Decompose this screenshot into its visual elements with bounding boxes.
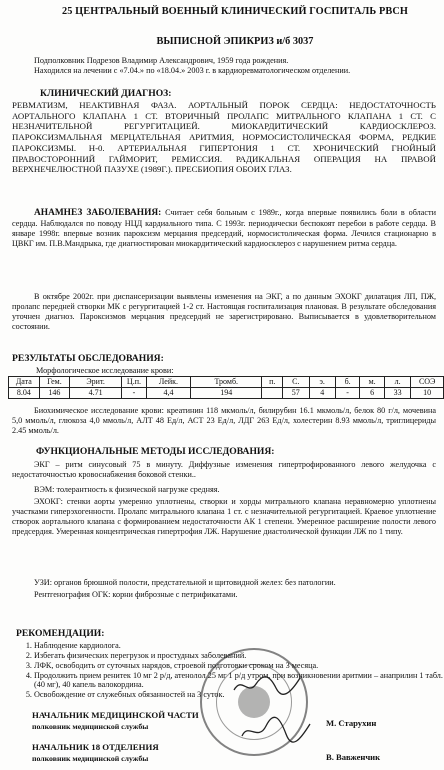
echo-text: ЭХОКГ: стенки аорты умеренно уплотнены, створки и хорды митрального клапана неравномерно уплотнены участками гиперэхогенности. Пролапс митрального клапана 1 ст. с незначительной регургитацией. Краевое уплотнение створок аортального клапана с формированием недостаточности АК 1 степени. Умеренное расширение полости левого предсердия. Умеренная концентрическая гипертрофия ЛЖ. Нарушение диастолической функции ЛЖ по 1 типу.	[12, 497, 436, 536]
blood-caption: Морфологическое исследование крови:	[36, 366, 174, 375]
biochemistry-text: Биохимическое исследование крови: креатинин 118 мкмоль/л, билирубин 16.1 мкмоль/л, белок 80 г/л, мочевина 5,0 ммоль/л, глюкоза 4,0 ммоль/л, АЛТ 48 Ед/л, АСТ 23 Ед/л, ЛДГ 263 Ед/л, холестерин 8.93 ммоль/л, триглицериды 2.45 ммоль/л.	[12, 406, 436, 435]
anamnesis-section	[12, 208, 436, 249]
document-title: ВЫПИСНОЙ ЭПИКРИЗ и/б 3037	[156, 36, 314, 47]
table-cell: 57	[283, 388, 309, 399]
header-cell: С.	[283, 377, 309, 388]
results-heading: РЕЗУЛЬТАТЫ ОБСЛЕДОВАНИЯ:	[12, 353, 164, 364]
header-cell: л.	[384, 377, 410, 388]
blood-table	[8, 376, 444, 399]
header-cell: Тромб.	[191, 377, 262, 388]
chief-dept-name: В. Вавженчик	[326, 752, 381, 762]
table-cell: 6	[360, 388, 385, 399]
header-cell: СОЭ	[411, 377, 444, 388]
patient-line: Подполковник Подрезов Владимир Александрович, 1959 года рождения.	[34, 56, 289, 65]
header-cell: Ц.п.	[122, 377, 147, 388]
table-cell: 33	[384, 388, 410, 399]
table-cell: -	[122, 388, 147, 399]
chief-dept-rank: полковник медицинской службы	[32, 754, 149, 763]
header-cell: э.	[309, 377, 335, 388]
list-item: 5. Освобождение от служебных обязанностей на 3 суток.	[34, 690, 444, 700]
table-cell: 4.71	[70, 388, 122, 399]
uzi-result	[12, 578, 436, 588]
table-cell: 4	[309, 388, 335, 399]
echo-result	[12, 497, 436, 536]
table-cell: -	[335, 388, 359, 399]
anamnesis-paragraph-2	[12, 292, 436, 331]
biochemistry	[12, 406, 436, 436]
chief-medical-rank: полковник медицинской службы	[32, 722, 149, 731]
diagnosis-text: РЕВМАТИЗМ, НЕАКТИВНАЯ ФАЗА. АОРТАЛЬНЫЙ ПОРОК СЕРДЦА: НЕДОСТАТОЧНОСТЬ АОРТАЛЬНОГО КЛАПАНА 1 СТ. ВТОРИЧНЫЙ ПРОЛАПС МИТРАЛЬНОГО КЛАПАНА 1 СТ. С НЕЗНАЧИТЕЛЬНОЙ РЕГУРГИТАЦИЕЙ. МИОКАРДИТИЧЕСКИЙ КАРДИОСКЛЕРОЗ. ПАРОКСИЗМАЛЬНАЯ МЕРЦАТЕЛЬНАЯ АРИТМИЯ, НОРМОСИСТОЛИЧЕСКАЯ ФОРМА, РЕДКИЕ ПАРОКСИЗМЫ. Н-0. АРТЕРИАЛЬНАЯ ГИПЕРТОНИЯ 1 СТ. ХРОНИЧЕСКИЙ ГНОЙНЫЙ ПРАВОСТОРОННИЙ ГАЙМОРИТ, РЕМИССИЯ. РАДИКАЛЬНАЯ ОПЕРАЦИЯ НА ПРАВОЙ ВЕРХНЕЧЕЛЮСТНОЙ ПАЗУХЕ (1989Г.). ПРЕСБИОПИЯ ОБОИХ ГЛАЗ.	[12, 100, 436, 175]
uzi-text: УЗИ: органов брюшной полости, предстательной и щитовидной желез: без патологии.	[34, 578, 336, 587]
patient-intro	[12, 56, 436, 76]
list-item: 1. Наблюдение кардиолога.	[34, 641, 444, 651]
header-cell: Эрит.	[70, 377, 122, 388]
header-cell: Гем.	[39, 377, 70, 388]
header-cell: м.	[360, 377, 385, 388]
ecg-result	[12, 460, 436, 480]
anamnesis-paragraph-2-text: В октябре 2002г. при диспансеризации выявлены изменения на ЭКГ, а по данным ЭХОКГ дилатация ЛП, ПЖ, пролапс передней створки МК с регургитацией 1-2 ст. Настоящая госпитализация плановая. В результате обследования уточнен диагноз. Пароксизмов мерцания предсердий не зарегистрировано. Выписывается в удовлетворительном состоянии.	[12, 292, 436, 331]
table-cell: 146	[39, 388, 70, 399]
anamnesis-paragraph-1: Считает себя больным с 1989г., когда впервые появились боли в области сердца. Наблюдался по поводу НЦД кардиального типа. С 1993г. периодически беспокоят перебои в работе сердца. В январе 1998г. впервые возник пароксизм мерцания предсердий, нормосистолическая форма. Лечился стационарно в ЦВКГ им. П.В.Мандрыка, где диагностирован миокардитический кардиосклероз с нарушением ритма сердца.	[12, 208, 436, 248]
chief-dept-title: НАЧАЛЬНИК 18 ОТДЕЛЕНИЯ	[32, 742, 159, 752]
chief-medical-name: М. Старухин	[326, 718, 377, 728]
functional-heading: ФУНКЦИОНАЛЬНЫЕ МЕТОДЫ ИССЛЕДОВАНИЯ:	[36, 446, 275, 457]
chief-medical-title: НАЧАЛЬНИК МЕДИЦИНСКОЙ ЧАСТИ	[32, 710, 199, 720]
table-cell: 8.04	[9, 388, 40, 399]
vem-text: ВЭМ: толерантность к физической нагрузке средняя.	[34, 485, 220, 494]
header-cell: Лейк.	[146, 377, 190, 388]
blood-table-header-row	[9, 377, 444, 388]
table-cell: 4,4	[146, 388, 190, 399]
header-cell: Дата	[9, 377, 40, 388]
list-item: 2. Избегать физических перегрузок и простудных заболеваний.	[34, 651, 444, 661]
diagnosis-heading: КЛИНИЧЕСКИЙ ДИАГНОЗ:	[40, 88, 172, 99]
treatment-period: Находился на лечении с «7.04.» по «18.04.» 2003 г. в кардиоревматологическом отделении.	[34, 65, 351, 75]
header-cell: п.	[262, 377, 283, 388]
table-cell: 10	[411, 388, 444, 399]
vem-result	[12, 485, 436, 495]
recommendations-heading: РЕКОМЕНДАЦИИ:	[16, 628, 105, 639]
table-cell: 194	[191, 388, 262, 399]
anamnesis-heading: АНАМНЕЗ ЗАБОЛЕВАНИЯ:	[34, 208, 162, 218]
blood-table-row	[9, 388, 444, 399]
list-item: 3. ЛФК, освободить от суточных нарядов, строевой подготовки сроком на 3 месяца.	[34, 661, 444, 671]
header-cell: б.	[335, 377, 359, 388]
list-item: 4. Продолжить прием ренитек 10 мг 2 р/д, атенолол 25 мг 1 р/д утром, при возникновении аритмии – анаприлин 1 табл. (40 мг), 40 капель валокордина.	[34, 671, 444, 691]
xray-text: Рентгенография ОГК: корни фиброзные с петрификатами.	[34, 590, 238, 599]
signature-icon	[240, 716, 312, 744]
table-cell	[262, 388, 283, 399]
signature-icon	[232, 672, 302, 698]
xray-result	[12, 590, 436, 600]
hospital-name: 25 ЦЕНТРАЛЬНЫЙ ВОЕННЫЙ КЛИНИЧЕСКИЙ ГОСПИТАЛЬ РВСН	[62, 6, 408, 17]
ecg-text: ЭКГ – ритм синусовый 75 в минуту. Диффузные изменения гипертрофированного левого желудочка с недостаточностью кровоснабжения боковой стенки..	[12, 460, 436, 479]
